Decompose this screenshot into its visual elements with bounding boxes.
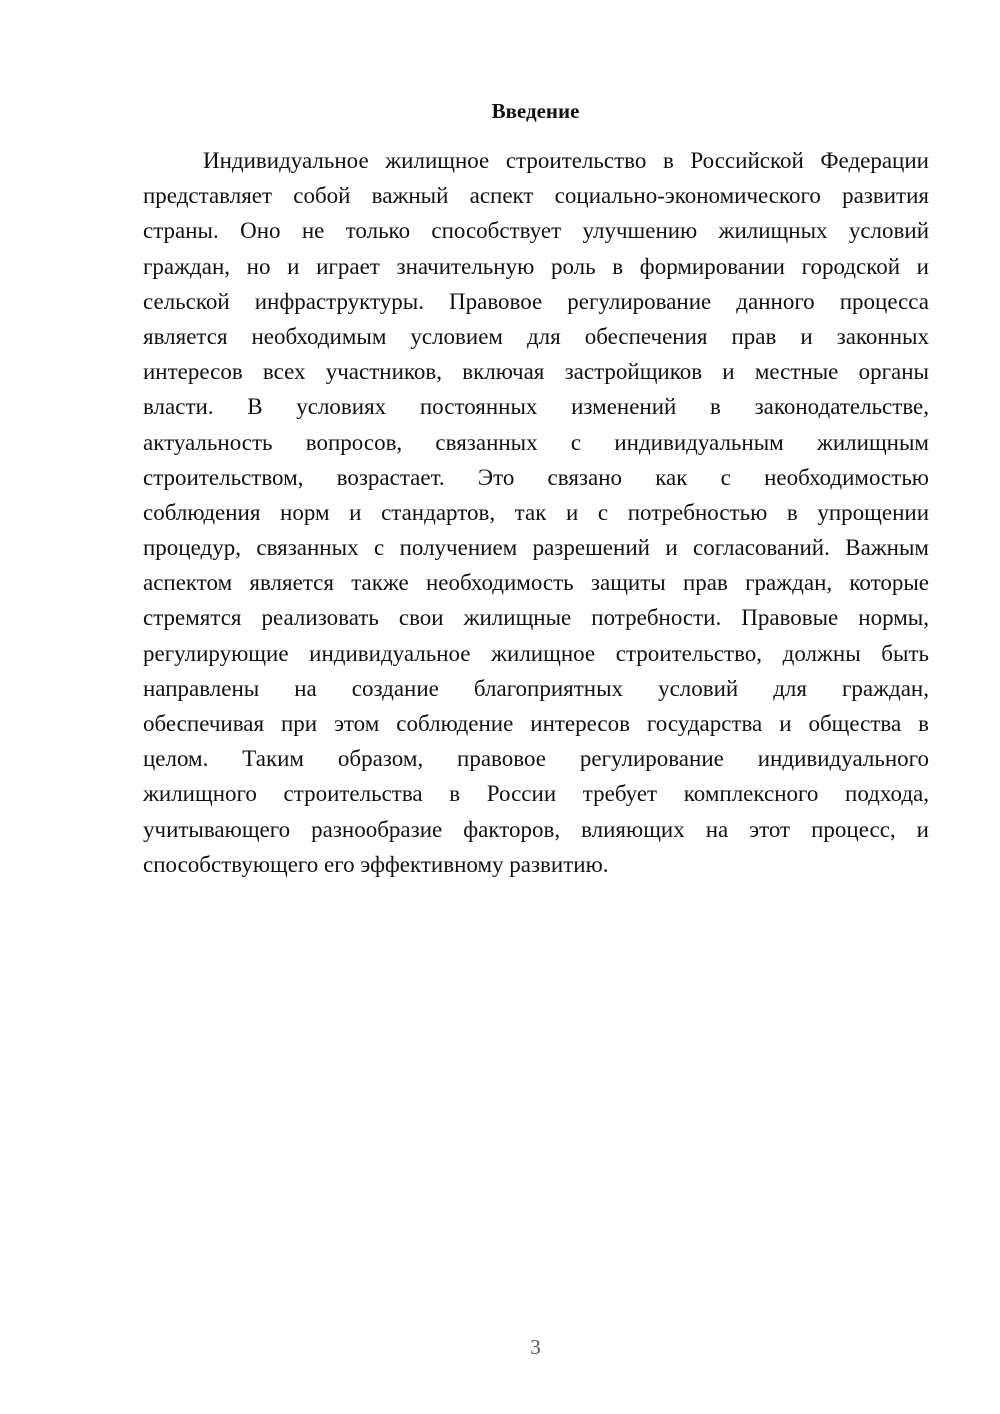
paragraph-line: актуальность вопросов, связанных с индивидуальным жилищным xyxy=(143,429,929,455)
paragraph-line: является необходимым условием для обеспечения прав и законных xyxy=(143,323,929,349)
paragraph-line: представляет собой важный аспект социально-экономического развития xyxy=(143,183,929,209)
paragraph-line: процедур, связанных с получением разрешений и согласований. Важным xyxy=(143,535,929,561)
paragraph-line: страны. Оно не только способствует улучшению жилищных условий xyxy=(143,218,929,244)
section-heading: Введение xyxy=(491,99,580,123)
paragraph-line: аспектом является также необходимость защиты прав граждан, которые xyxy=(143,570,929,596)
paragraph-line: жилищного строительства в России требует комплексного подхода, xyxy=(143,781,929,807)
paragraph-line: сельской инфраструктуры. Правовое регулирование данного процесса xyxy=(143,288,929,314)
paragraph-line: способствующего его эффективному развитию. xyxy=(143,851,609,877)
paragraph-line: соблюдения норм и стандартов, так и с потребностью в упрощении xyxy=(143,499,929,525)
body-paragraph xyxy=(143,143,929,882)
paragraph-line: направлены на создание благоприятных условий для граждан, xyxy=(143,675,929,701)
paragraph-line: граждан, но и играет значительную роль в формировании городской и xyxy=(143,253,929,279)
paragraph-line: учитывающего разнообразие факторов, влияющих на этот процесс, и xyxy=(143,816,929,842)
paragraph-line: обеспечивая при этом соблюдение интересов государства и общества в xyxy=(143,711,929,736)
paragraph-line: регулирующие индивидуальное жилищное строительство, должны быть xyxy=(143,640,929,666)
paragraph-line: целом. Таким образом, правовое регулирование индивидуального xyxy=(143,746,929,772)
paragraph-line: Индивидуальное жилищное строительство в Российской Федерации xyxy=(203,148,929,173)
paragraph-line: интересов всех участников, включая застройщиков и местные органы xyxy=(143,359,929,385)
paragraph-line: строительством, возрастает. Это связано как с необходимостью xyxy=(143,464,929,490)
paragraph-line: стремятся реализовать свои жилищные потребности. Правовые нормы, xyxy=(143,605,929,631)
paragraph-line: власти. В условиях постоянных изменений в законодательстве, xyxy=(143,394,929,420)
page-number: 3 xyxy=(530,1335,541,1359)
